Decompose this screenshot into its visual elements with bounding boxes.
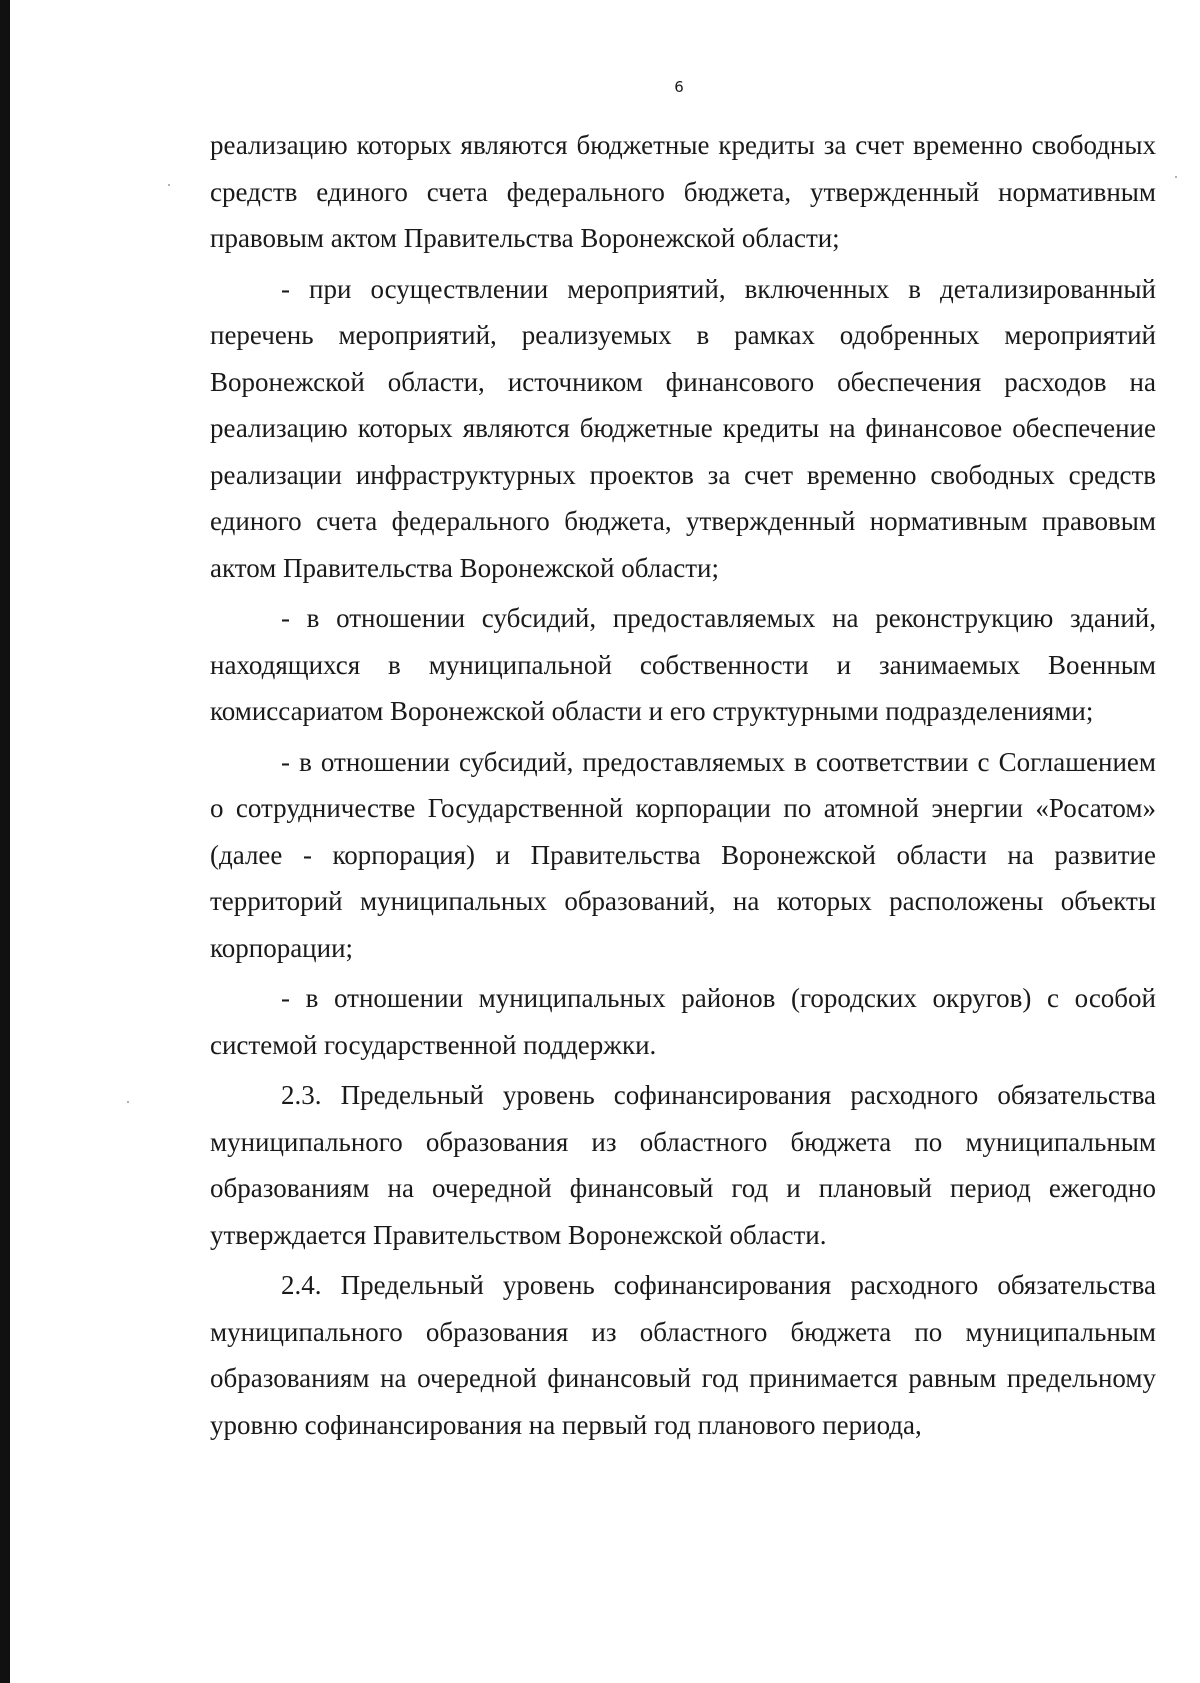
document-body [210, 122, 1156, 1448]
paragraph-infrastructure-projects: - при осуществлении мероприятий, включенных в детализированный перечень мероприятий, реализуемых в рамках одобренных мероприятий Воронежской области, источником финансового обеспечения расходов на реализацию которых являются бюджетные кредиты на финансовое обеспечение реализации инфраструктурных проектов за счет временно свободных средств единого счета федерального бюджета, утвержденный нормативным правовым актом Правительства Воронежской области; [210, 273, 1156, 583]
scan-speck [127, 1101, 129, 1103]
paragraph-2-4: 2.4. Предельный уровень софинансирования расходного обязательства муниципального образования из областного бюджета по муниципальным образованиям на очередной финансовый год принимается равным предельному уровню софинансирования на первый год планового периода, [210, 1270, 1156, 1440]
scan-left-edge [0, 0, 10, 1683]
paragraph-military-commissariat: - в отношении субсидий, предоставляемых на реконструкцию зданий, находящихся в муниципальной собственности и занимаемых Военным комиссариатом Воронежской области и его структурными подразделениями; [210, 603, 1156, 726]
paragraph-special-support: - в отношении муниципальных районов (городских округов) с особой системой государственной поддержки. [210, 983, 1156, 1060]
paragraph-continuation: реализацию которых являются бюджетные кредиты за счет временно свободных средств единого счета федерального бюджета, утвержденный нормативным правовым актом Правительства Воронежской области; [210, 130, 1156, 253]
paragraph-2-3: 2.3. Предельный уровень софинансирования расходного обязательства муниципального образования из областного бюджета по муниципальным образованиям на очередной финансовый год и плановый период ежегодно утверждается Правительством Воронежской области. [210, 1080, 1156, 1250]
page-number: 6 [674, 78, 684, 96]
scan-speck [168, 184, 170, 186]
scan-speck [1175, 176, 1177, 178]
paragraph-rosatom-agreement: - в отношении субсидий, предоставляемых в соответствии с Соглашением о сотрудничестве Государственной корпорации по атомной энергии «Росатом» (далее - корпорация) и Правительства Воронежской области на развитие территорий муниципальных образований, на которых расположены объекты корпорации; [210, 746, 1156, 963]
